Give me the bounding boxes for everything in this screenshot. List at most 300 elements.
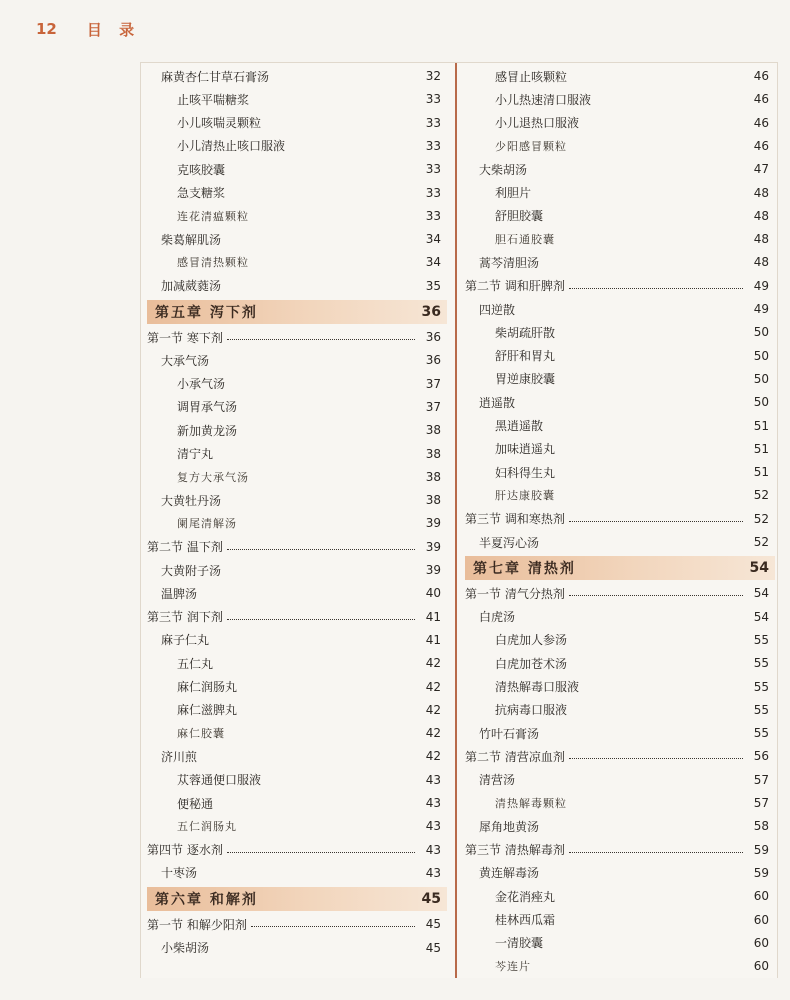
- toc-chapter-heading: [147, 300, 447, 324]
- toc-entry-title: 清热解毒口服液: [495, 680, 580, 694]
- toc-page-number: 55: [753, 679, 769, 694]
- toc-page-number: 59: [753, 842, 769, 857]
- toc-entry-title: 第一节 和解少阳剂: [147, 917, 247, 932]
- toc-entry-title: 小儿退热口服液: [495, 116, 580, 131]
- toc-page-number: 33: [425, 208, 441, 223]
- toc-page-number: 45: [425, 940, 441, 955]
- toc-page-number: 38: [425, 446, 441, 461]
- toc-entry-title: 复方大承气汤: [177, 470, 249, 484]
- toc-page-number: 54: [749, 560, 769, 577]
- toc-entry: [465, 932, 775, 954]
- toc-right-column: [465, 63, 775, 978]
- toc-leader: [273, 76, 415, 77]
- toc-page-number: 33: [425, 185, 441, 200]
- toc-entry-title: 麻黄杏仁甘草石膏汤: [161, 69, 270, 84]
- toc-leader: [253, 476, 415, 477]
- toc-entry: [147, 373, 447, 395]
- toc-page-number: 49: [753, 302, 769, 316]
- toc-entry-title: 麻仁滋脾丸: [177, 703, 238, 718]
- toc-leader: [571, 803, 743, 804]
- toc-leader: [569, 594, 743, 596]
- toc-entry: [465, 862, 775, 884]
- toc-entry-title: 第七章 清热剂: [473, 561, 576, 578]
- toc-page-number: 39: [425, 563, 441, 577]
- toc-entry-title: 一清胶囊: [495, 936, 544, 951]
- toc-entry: [147, 205, 447, 227]
- toc-entry: [147, 937, 447, 959]
- toc-page-number: 48: [753, 255, 769, 270]
- toc-page-number: 57: [753, 772, 769, 787]
- toc-entry: [465, 251, 775, 273]
- toc-entry-title: 加味逍遥丸: [495, 442, 556, 457]
- toc-entry-title: 第三节 清热解毒剂: [465, 843, 565, 858]
- toc-entry: [147, 182, 447, 204]
- toc-page-number: 43: [425, 842, 441, 857]
- toc-entry-title: 新加黄龙汤: [177, 423, 238, 438]
- toc-entry: [465, 391, 775, 413]
- toc-entry-title: 十枣汤: [161, 866, 198, 881]
- toc-entry-title: 胃逆康胶囊: [495, 372, 556, 387]
- toc-leader: [229, 733, 415, 734]
- toc-entry: [147, 489, 447, 511]
- toc-entry-title: 小柴胡汤: [161, 941, 210, 955]
- toc-page-number: 47: [753, 162, 769, 177]
- toc-entry: [465, 885, 775, 907]
- toc-section-entry: [465, 275, 775, 297]
- toc-page-number: 55: [753, 656, 769, 671]
- toc-section-entry: [147, 326, 447, 348]
- toc-section-entry: [147, 839, 447, 861]
- toc-page-number: 46: [753, 115, 769, 130]
- toc-leader: [201, 872, 415, 873]
- toc-page-number: 51: [753, 418, 769, 433]
- toc-entry: [147, 862, 447, 884]
- toc-leader: [559, 896, 743, 897]
- toc-entry-title: 黄连解毒汤: [479, 866, 540, 881]
- toc-entry: [147, 251, 447, 273]
- toc-entry: [147, 419, 447, 441]
- page-number: 12: [36, 20, 57, 38]
- toc-entry: [147, 792, 447, 814]
- toc-entry-title: 苁蓉通便口服液: [177, 773, 262, 788]
- toc-leader: [569, 287, 743, 289]
- toc-entry: [147, 676, 447, 698]
- toc-entry: [147, 349, 447, 371]
- column-divider: [455, 63, 457, 978]
- toc-entry-title: 第四节 逐水剂: [147, 843, 223, 858]
- toc-page-number: 37: [425, 399, 441, 414]
- toc-leader: [559, 378, 743, 379]
- toc-leader: [241, 686, 415, 687]
- toc-page-number: 41: [425, 632, 441, 647]
- toc-page-number: 50: [753, 395, 769, 410]
- toc-entry: [465, 368, 775, 390]
- toc-entry-title: 小儿清热止咳口服液: [177, 139, 286, 154]
- toc-leader: [201, 756, 415, 757]
- toc-page-number: 33: [425, 115, 441, 130]
- toc-section-entry: [147, 536, 447, 558]
- toc-leader: [543, 872, 743, 873]
- toc-entry: [465, 158, 775, 180]
- toc-leader: [227, 851, 415, 853]
- toc-section-entry: [465, 508, 775, 530]
- toc-entry: [147, 699, 447, 721]
- toc-entry-title: 竹叶石膏汤: [479, 726, 540, 741]
- toc-leader: [583, 122, 743, 123]
- toc-leader: [229, 169, 415, 170]
- toc-page-number: 33: [425, 92, 441, 107]
- toc-entry-title: 白虎加人参汤: [495, 633, 568, 648]
- toc-page-number: 52: [753, 535, 769, 549]
- toc-page-number: 60: [753, 889, 769, 904]
- toc-entry: [465, 135, 775, 157]
- toc-leader: [543, 733, 743, 734]
- toc-entry-title: 抗病毒口服液: [495, 703, 568, 718]
- toc-page-number: 45: [421, 891, 441, 908]
- toc-page-number: 37: [425, 376, 441, 391]
- toc-page-number: 54: [753, 586, 769, 601]
- toc-entry-title: 第一节 清气分热剂: [465, 586, 565, 601]
- toc-entry: [465, 815, 775, 837]
- toc-page-number: 42: [425, 656, 441, 671]
- toc-leader: [569, 757, 743, 759]
- toc-leader: [217, 453, 415, 454]
- toc-entry: [147, 135, 447, 157]
- toc-leader: [531, 169, 743, 170]
- toc-leader: [535, 966, 743, 967]
- toc-entry-title: 五仁润肠丸: [177, 820, 237, 834]
- toc-leader: [569, 520, 743, 522]
- toc-entry-title: 第一节 寒下剂: [147, 330, 223, 345]
- toc-entry-title: 五仁丸: [177, 656, 214, 671]
- toc-entry: [147, 512, 447, 534]
- toc-leader: [262, 899, 407, 900]
- toc-section-entry: [465, 839, 775, 861]
- toc-entry-title: 犀角地黄汤: [479, 819, 540, 834]
- toc-leader: [253, 262, 415, 263]
- toc-page-number: 42: [425, 726, 441, 741]
- toc-page-number: 43: [425, 865, 441, 880]
- toc-page-number: 43: [425, 796, 441, 810]
- toc-leader: [217, 803, 415, 804]
- toc-entry-title: 柴胡疏肝散: [495, 325, 556, 340]
- toc-entry-title: 柴葛解肌汤: [161, 232, 222, 247]
- toc-page-number: 52: [753, 511, 769, 526]
- toc-leader: [201, 593, 415, 594]
- toc-page-number: 48: [753, 208, 769, 223]
- toc-leader: [225, 239, 415, 240]
- toc-page-number: 35: [425, 278, 441, 293]
- toc-entry: [465, 415, 775, 437]
- toc-page-number: 51: [753, 441, 769, 456]
- toc-entry-title: 急支糖浆: [177, 186, 226, 200]
- toc-entry-title: 舒肝和胃丸: [495, 349, 556, 364]
- toc-page-number: 40: [425, 586, 441, 601]
- toc-page-number: 33: [425, 138, 441, 153]
- toc-page-number: 34: [425, 255, 441, 270]
- toc-entry-title: 少阳感冒颗粒: [495, 139, 567, 153]
- toc-page-number: 46: [753, 92, 769, 107]
- toc-leader: [265, 779, 415, 780]
- toc-leader: [213, 639, 415, 640]
- toc-page-number: 39: [425, 539, 441, 554]
- toc-leader: [229, 192, 415, 193]
- section-title: 目 录: [86, 20, 141, 39]
- toc-entry-title: 调胃承气汤: [177, 400, 238, 415]
- toc-entry-title: 感冒清热颗粒: [177, 256, 249, 270]
- toc-page-number: 42: [425, 702, 441, 717]
- toc-entry-title: 小承气汤: [177, 377, 226, 392]
- toc-entry: [465, 88, 775, 110]
- toc-leader: [569, 851, 743, 853]
- toc-entry-title: 金花消痤丸: [495, 889, 556, 904]
- toc-entry-title: 肝达康胶囊: [495, 489, 555, 503]
- toc-entry-title: 麻子仁丸: [161, 633, 210, 648]
- toc-page-number: 56: [753, 749, 769, 764]
- toc-entry-title: 克咳胶囊: [177, 162, 226, 177]
- toc-leader: [253, 99, 415, 100]
- toc-page-number: 41: [425, 609, 441, 624]
- toc-entry-title: 半夏泻心汤: [479, 535, 540, 550]
- toc-leader: [543, 542, 743, 543]
- toc-entry: [147, 396, 447, 418]
- toc-entry-title: 利胆片: [495, 186, 532, 200]
- toc-leader: [519, 616, 743, 617]
- toc-left-column: [147, 63, 447, 978]
- toc-leader: [227, 618, 415, 620]
- toc-page-number: 36: [425, 353, 441, 368]
- toc-leader: [217, 663, 415, 664]
- toc-leader: [213, 360, 415, 361]
- toc-section-entry: [147, 913, 447, 935]
- toc-page-number: 50: [753, 348, 769, 363]
- toc-entry: [147, 582, 447, 604]
- toc-section-entry: [465, 582, 775, 604]
- toc-leader: [229, 383, 415, 384]
- toc-chapter-heading: [147, 887, 447, 911]
- toc-leader: [227, 338, 415, 340]
- toc-page-number: 42: [425, 749, 441, 764]
- toc-leader: [571, 663, 743, 664]
- toc-entry-title: 麻仁润肠丸: [177, 680, 238, 694]
- toc-leader: [241, 406, 415, 407]
- toc-entry: [147, 629, 447, 651]
- toc-entry-title: 第二节 调和肝脾剂: [465, 279, 565, 294]
- toc-page-number: 49: [753, 278, 769, 293]
- toc-page-number: 57: [753, 796, 769, 810]
- toc-entry-title: 清热解毒颗粒: [495, 797, 567, 810]
- toc-page-number: 55: [753, 702, 769, 717]
- toc-entry-title: 加减葳蕤汤: [161, 279, 222, 294]
- table-of-contents: [140, 62, 778, 978]
- toc-page-number: 43: [425, 819, 441, 834]
- toc-page-number: 39: [425, 516, 441, 531]
- toc-section-entry: [147, 606, 447, 628]
- toc-chapter-heading: [465, 556, 775, 580]
- toc-entry-title: 阑尾清解汤: [177, 517, 237, 531]
- toc-page-number: 32: [425, 69, 441, 83]
- toc-leader: [262, 312, 407, 313]
- toc-entry-title: 第五章 泻下剂: [155, 305, 258, 321]
- toc-leader: [251, 925, 415, 927]
- toc-leader: [571, 639, 743, 640]
- toc-leader: [595, 99, 743, 100]
- toc-entry: [147, 769, 447, 791]
- toc-entry: [465, 606, 775, 628]
- toc-page-number: 50: [753, 371, 769, 386]
- toc-entry-title: 白虎汤: [479, 610, 516, 625]
- toc-leader: [583, 686, 743, 687]
- toc-entry-title: 大承气汤: [161, 353, 210, 368]
- toc-page-number: 58: [753, 819, 769, 834]
- toc-leader: [225, 500, 415, 501]
- toc-entry: [465, 909, 775, 931]
- toc-leader: [571, 76, 743, 77]
- toc-section-entry: [465, 745, 775, 767]
- toc-leader: [559, 355, 743, 356]
- toc-entry: [465, 769, 775, 791]
- toc-leader: [543, 826, 743, 827]
- toc-leader: [547, 942, 743, 943]
- toc-entry-title: 清宁丸: [177, 447, 214, 461]
- toc-entry: [465, 652, 775, 674]
- toc-leader: [213, 947, 415, 948]
- toc-entry-title: 麻仁胶囊: [177, 727, 225, 741]
- toc-leader: [241, 709, 415, 710]
- toc-entry-title: 白虎加苍术汤: [495, 656, 568, 671]
- toc-leader: [559, 495, 743, 496]
- toc-page-number: 38: [425, 423, 441, 438]
- toc-entry: [147, 112, 447, 134]
- toc-entry: [147, 466, 447, 488]
- toc-entry: [147, 158, 447, 180]
- toc-entry: [465, 676, 775, 698]
- toc-leader: [241, 826, 415, 827]
- toc-page-number: 60: [753, 912, 769, 927]
- toc-entry: [465, 531, 775, 553]
- toc-leader: [253, 215, 415, 216]
- toc-entry: [147, 65, 447, 87]
- toc-page-number: 36: [421, 304, 441, 320]
- toc-entry-title: 便秘通: [177, 796, 214, 811]
- toc-entry: [465, 438, 775, 460]
- toc-leader: [559, 239, 743, 240]
- toc-leader: [289, 145, 415, 146]
- toc-entry-title: 逍遥散: [479, 395, 516, 410]
- toc-entry-title: 小儿咳喘灵颗粒: [177, 116, 262, 131]
- toc-entry-title: 舒胆胶囊: [495, 209, 544, 224]
- toc-entry-title: 桂林西瓜霜: [495, 913, 556, 927]
- toc-entry: [465, 792, 775, 814]
- toc-entry-title: 妇科得生丸: [495, 465, 556, 480]
- toc-entry-title: 温脾汤: [161, 586, 198, 601]
- toc-entry: [465, 205, 775, 227]
- toc-leader: [519, 309, 743, 310]
- toc-entry-title: 第二节 清营凉血剂: [465, 749, 565, 764]
- toc-entry-title: 第六章 和解剂: [155, 892, 258, 909]
- toc-entry-title: 大柴胡汤: [479, 162, 528, 177]
- toc-entry: [465, 461, 775, 483]
- toc-entry: [465, 112, 775, 134]
- toc-leader: [543, 262, 743, 263]
- toc-entry: [465, 228, 775, 250]
- toc-entry-title: 济川煎: [161, 749, 198, 764]
- toc-entry: [465, 699, 775, 721]
- toc-leader: [241, 430, 415, 431]
- toc-leader: [571, 145, 743, 146]
- toc-leader: [580, 568, 735, 569]
- toc-page-number: 59: [753, 865, 769, 880]
- toc-page-number: 34: [425, 232, 441, 247]
- toc-page-number: 36: [425, 330, 441, 344]
- toc-entry-title: 第二节 温下剂: [147, 540, 223, 555]
- toc-entry: [465, 955, 775, 977]
- toc-leader: [535, 192, 743, 193]
- toc-page-number: 55: [753, 726, 769, 741]
- page-header: [36, 18, 140, 40]
- toc-entry-title: 黑逍遥散: [495, 419, 544, 433]
- toc-entry: [465, 321, 775, 343]
- toc-entry-title: 胆石通胶囊: [495, 233, 555, 247]
- toc-entry-title: 芩连片: [495, 960, 531, 974]
- toc-entry: [465, 345, 775, 367]
- toc-entry-title: 止咳平喘糖浆: [177, 92, 250, 107]
- toc-entry-title: 第三节 调和寒热剂: [465, 512, 565, 527]
- toc-leader: [547, 425, 743, 426]
- toc-entry: [147, 275, 447, 297]
- toc-leader: [559, 332, 743, 333]
- toc-page-number: 43: [425, 772, 441, 787]
- toc-leader: [225, 285, 415, 286]
- toc-leader: [225, 570, 415, 571]
- toc-page-number: 52: [753, 488, 769, 503]
- toc-page-number: 60: [753, 935, 769, 950]
- toc-page-number: 60: [753, 959, 769, 974]
- toc-entry-title: 四逆散: [479, 302, 516, 317]
- toc-entry-title: 第三节 润下剂: [147, 610, 223, 625]
- toc-page-number: 45: [425, 917, 441, 932]
- toc-leader: [265, 122, 415, 123]
- toc-entry-title: 大黄牡丹汤: [161, 493, 222, 508]
- toc-page-number: 54: [753, 609, 769, 624]
- toc-entry-title: 大黄附子汤: [161, 563, 222, 578]
- toc-leader: [241, 523, 415, 524]
- toc-leader: [571, 709, 743, 710]
- toc-entry: [465, 722, 775, 744]
- toc-leader: [559, 472, 743, 473]
- toc-entry: [147, 652, 447, 674]
- toc-entry: [147, 722, 447, 744]
- toc-entry: [465, 629, 775, 651]
- toc-entry-title: 小儿热速清口服液: [495, 92, 592, 107]
- toc-page-number: 38: [425, 493, 441, 508]
- toc-page-number: 50: [753, 325, 769, 340]
- toc-leader: [519, 402, 743, 403]
- toc-entry-title: 蒿芩清胆汤: [479, 255, 540, 270]
- toc-leader: [547, 215, 743, 216]
- toc-page-number: 46: [753, 69, 769, 83]
- toc-entry-title: 连花清瘟颗粒: [177, 209, 249, 223]
- toc-page-number: 46: [753, 138, 769, 153]
- toc-entry: [147, 745, 447, 767]
- toc-entry: [465, 182, 775, 204]
- toc-page-number: 42: [425, 679, 441, 694]
- toc-entry: [465, 65, 775, 87]
- toc-leader: [227, 548, 415, 550]
- toc-leader: [519, 779, 743, 780]
- toc-entry-title: 感冒止咳颗粒: [495, 69, 568, 84]
- toc-page-number: 38: [425, 469, 441, 484]
